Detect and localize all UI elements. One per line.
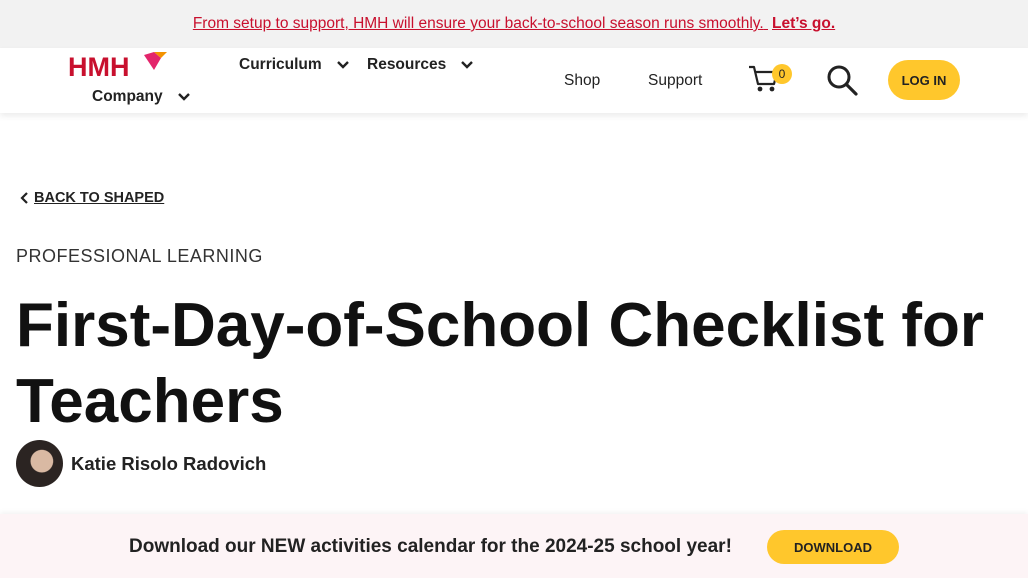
cart-count-badge: 0	[772, 64, 792, 84]
login-button[interactable]: LOG IN	[888, 60, 960, 100]
hmh-logo[interactable]	[68, 50, 168, 78]
search-icon[interactable]	[826, 64, 858, 96]
announcement-cta: Let’s go.	[772, 15, 836, 32]
back-link-label: BACK TO SHAPED	[34, 190, 165, 206]
nav-shop[interactable]: Shop	[564, 72, 601, 89]
logo-text: HMH	[68, 52, 130, 78]
announcement-bar	[0, 0, 1028, 48]
nav-curriculum-label: Curriculum	[239, 56, 322, 73]
announcement-link[interactable]	[193, 15, 835, 33]
nav-resources[interactable]	[367, 56, 474, 74]
nav-company-label: Company	[92, 88, 163, 105]
announcement-text: From setup to support, HMH will ensure your back-to-school season runs smoothly.	[192, 15, 764, 32]
article-title: First-Day-of-School Checklist for Teachers	[16, 291, 984, 436]
nav-resources-label: Resources	[367, 56, 447, 73]
back-link[interactable]	[20, 190, 164, 206]
site-header	[0, 48, 1028, 113]
promo-banner	[0, 514, 1028, 578]
chevron-down-icon	[460, 60, 474, 70]
nav-curriculum[interactable]	[239, 56, 350, 74]
nav-company[interactable]	[92, 88, 191, 106]
download-button[interactable]: DOWNLOAD	[767, 530, 899, 564]
promo-text: Download our NEW activities calendar for the 2024-25 school year!	[129, 536, 732, 557]
author-byline	[16, 440, 266, 487]
article-category: PROFESSIONAL LEARNING	[16, 246, 263, 266]
chevron-left-icon	[20, 192, 30, 204]
chevron-down-icon	[177, 92, 191, 102]
nav-support[interactable]: Support	[648, 72, 703, 89]
chevron-down-icon	[336, 60, 350, 70]
author-name[interactable]: Katie Risolo Radovich	[71, 452, 267, 474]
avatar	[16, 440, 63, 487]
